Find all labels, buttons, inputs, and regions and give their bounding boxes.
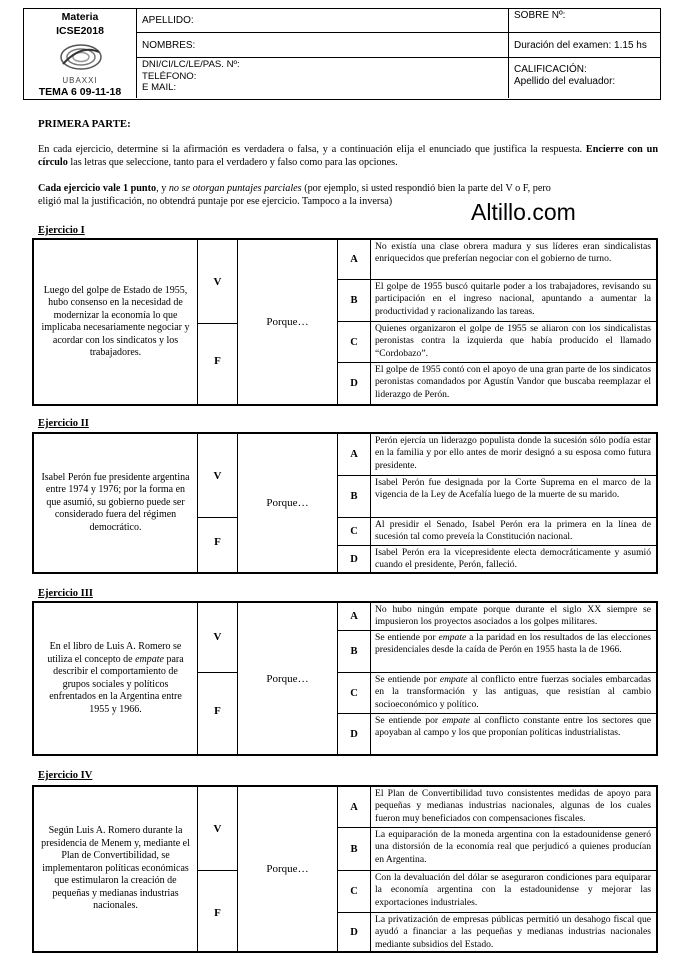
statement-post: para describir el comportamiento de grupos sociales y políticos enfrentados en la Argentina entre 1955 y 1966. <box>49 653 184 715</box>
option-letter[interactable]: C <box>338 322 371 362</box>
exercise-4-option-a[interactable] <box>338 787 656 828</box>
exercise-1-false-option[interactable]: F <box>198 322 238 404</box>
logo-text: UBAXXI <box>62 76 98 85</box>
option-text: Isabel Perón fue designada por la Corte Suprema en el marco de la vigencia de la Ley de Acefalía luego de la muerte de su marido. <box>375 477 651 501</box>
exercise-1-option-d[interactable] <box>338 363 656 404</box>
option-letter[interactable]: C <box>338 518 371 545</box>
exercise-4-option-d[interactable] <box>338 913 656 951</box>
option-text-pre: Se entiende por <box>375 674 440 685</box>
exercise-3-true-option[interactable]: V <box>198 603 238 673</box>
option-text: El Plan de Convertibilidad tuvo consistentes medidas de apoyo para pequeñas y medianas industrias nacionales, algunas de los cuales fueron muy beneficiados con compensaciones fiscales. <box>375 788 651 824</box>
scoring-rest: (por ejemplo, si usted respondió bien la parte del V o F, pero <box>301 183 551 194</box>
duracion-label: Duración del examen: 1.15 hs <box>508 33 660 58</box>
watermark: Altillo.com <box>471 199 576 225</box>
exercise-2-title: Ejercicio II <box>38 418 89 429</box>
exercise-1-option-a[interactable] <box>338 240 656 280</box>
exercise-4-option-c[interactable] <box>338 871 656 913</box>
option-text: La equiparación de la moneda argentina con la estadounidense generó una distorsión de la economía real que perjudicó a quienes producían en Argentina. <box>375 829 651 865</box>
option-letter[interactable]: A <box>338 787 371 827</box>
exercise-4-title: Ejercicio IV <box>38 770 93 781</box>
telefono-field: TELÉFONO: <box>142 70 197 82</box>
exercise-2-table <box>32 432 658 574</box>
option-text-italic: empate <box>439 674 468 685</box>
exercise-1-true-option[interactable]: V <box>198 240 238 324</box>
exercise-2-statement: Isabel Perón fue presidente argentina entre 1974 y 1976; por la forma en que asumió, su gobierno puede ser considerado fuera del régimen democrático. <box>34 434 198 572</box>
exercise-3-porque: Porque… <box>238 603 338 754</box>
exercise-4-option-b[interactable] <box>338 828 656 871</box>
option-text: Quienes organizaron el golpe de 1955 se aliaron con los sindicalistas peronistas contra la izquierda que había producido el llamado “Cordobazo”. <box>375 323 651 359</box>
exercise-1-statement: Luego del golpe de Estado de 1955, hubo consenso en la necesidad de modernizar la economía lo que implicaba necesariamente negociar y acordar con los sindicatos y los trabajadores. <box>34 240 198 404</box>
option-text: La privatización de empresas públicas permitió un desahogo fiscal que ayudó a financiar a las pequeñas y medianas industrias nacionales mediante subsidios del Estado. <box>375 914 651 950</box>
scoring-italic: no se otorgan puntajes parciales <box>168 183 302 194</box>
exercise-3-table <box>32 601 658 756</box>
exercise-4-table <box>32 785 658 953</box>
exercise-3-title: Ejercicio III <box>38 588 93 599</box>
dni-field: DNI/CI/LC/LE/PAS. Nº: <box>142 59 240 70</box>
materia-code: ICSE2018 <box>56 25 104 37</box>
exercise-3-statement <box>34 603 198 754</box>
option-text-post: al conflicto entre fuerzas sociales embarcadas en la transformación y las antiguas, que resistían al cambio socioeconómico y político. <box>375 674 651 710</box>
apellido-field: APELLIDO: <box>136 9 508 33</box>
exercise-2-true-option[interactable]: V <box>198 434 238 518</box>
exam-header <box>23 8 661 100</box>
option-letter[interactable]: C <box>338 871 371 912</box>
option-letter[interactable]: A <box>338 603 371 630</box>
option-letter[interactable]: D <box>338 363 371 404</box>
instructions-text: En cada ejercicio, determine si la afirmación es verdadera o falsa, y a continuación elija el enunciado que justifica la respuesta. <box>38 144 583 155</box>
option-text-pre: Se entiende por <box>375 632 439 643</box>
exam-info-cell <box>508 9 660 98</box>
option-text: No existía una clase obrera madura y sus líderes eran sindicalistas enriquecidos que preferían negociar con el gobierno de turno. <box>375 241 651 265</box>
option-letter[interactable]: B <box>338 828 371 870</box>
exercise-2-option-a[interactable] <box>338 434 656 476</box>
statement-italic: empate <box>135 653 164 665</box>
option-letter[interactable]: C <box>338 673 371 713</box>
exercise-3-option-b[interactable] <box>338 631 656 673</box>
option-letter[interactable]: D <box>338 714 371 754</box>
tema-label: TEMA 6 09-11-18 <box>38 86 122 98</box>
section-title: PRIMERA PARTE: <box>38 118 131 130</box>
exercise-4-porque: Porque… <box>238 787 338 951</box>
option-text: Perón ejercía un liderazgo populista donde la sucesión sólo podía estar en la familia y por ello antes de morir designó a su esposa como futura presidente. <box>375 435 651 471</box>
subject-cell <box>24 9 137 98</box>
exercise-4-true-option[interactable]: V <box>198 787 238 871</box>
option-text <box>370 673 656 711</box>
exercise-1-option-b[interactable] <box>338 280 656 322</box>
option-letter[interactable]: B <box>338 476 371 517</box>
option-text-italic: empate <box>442 715 470 726</box>
exercise-2-option-c[interactable] <box>338 518 656 546</box>
option-text-pre: No hubo ningún empate porque durante el siglo XX siempre se impusieron los proyectos asociados a los golpes militares. <box>375 604 651 628</box>
option-text <box>370 603 656 629</box>
sobre-field: SOBRE Nº: <box>508 9 660 33</box>
option-letter[interactable]: D <box>338 546 371 572</box>
option-text-post: a la paridad en los resultados de las elecciones presidenciales desde la caída de Perón en 1955 hasta la de 1966. <box>375 632 651 656</box>
ubaxxi-logo-icon <box>57 42 105 72</box>
calificacion-field: CALIFICACIÓN: <box>514 64 587 75</box>
exercise-1-porque: Porque… <box>238 240 338 404</box>
exercise-2-porque: Porque… <box>238 434 338 572</box>
exercise-4-statement: Según Luis A. Romero durante la presidencia de Menem y, mediante el Plan de Convertibilidad, se implementaron políticas económicas que estimularon la creación de pequeñas y medianas industrias nacionales. <box>34 787 198 951</box>
option-text-post: al conflicto constante entre los sectores que apoyaban al campo y los que proponían políticas industrialistas. <box>375 715 651 739</box>
exercise-1-title: Ejercicio I <box>38 225 85 236</box>
option-text <box>370 631 656 657</box>
exercise-2-false-option[interactable]: F <box>198 516 238 572</box>
student-info-cell <box>136 9 509 98</box>
exercise-3-false-option[interactable]: F <box>198 673 238 754</box>
exercise-2-option-d[interactable] <box>338 546 656 572</box>
instructions-paragraph <box>38 143 658 169</box>
option-letter[interactable]: B <box>338 280 371 321</box>
option-letter[interactable]: A <box>338 434 371 475</box>
option-text: Al presidir el Senado, Isabel Perón era la primera en la línea de sucesión tal como preveía la Constitución nacional. <box>375 519 651 543</box>
option-letter[interactable]: B <box>338 631 371 672</box>
option-text: El golpe de 1955 contó con el apoyo de una gran parte de los sindicatos peronistas comandados por Agustín Vandor que buscaba reemplazar el liderazgo de Perón. <box>375 364 651 400</box>
option-text: Con la devaluación del dólar se aseguraron condiciones para equiparar la economía argentina con la estadounidense y mejorar las exportaciones industriales. <box>375 872 651 908</box>
exercise-1-option-c[interactable] <box>338 322 656 363</box>
option-letter[interactable]: A <box>338 240 371 279</box>
instructions-rest: las letras que seleccione, tanto para el verdadero y falso como para las opciones. <box>67 157 398 168</box>
option-text: El golpe de 1955 buscó quitarle poder a los trabajadores, revisando su participación en el ingreso nacional, apuntando a aumentar la productividad y racionalizando las tareas. <box>375 281 651 317</box>
materia-label: Materia <box>61 11 99 23</box>
exercise-3-option-a[interactable] <box>338 603 656 631</box>
option-text: Isabel Perón era la vicepresidente electa democráticamente y asumió cuando el presidente, Perón, falleció. <box>375 547 651 571</box>
evaluador-field: Apellido del evaluador: <box>514 76 616 87</box>
exercise-3-option-c[interactable] <box>338 673 656 714</box>
nombres-field: NOMBRES: <box>136 33 508 58</box>
exercise-1-table <box>32 238 658 406</box>
scoring-bold: Cada ejercicio vale 1 punto <box>38 183 157 194</box>
exercise-2-option-b[interactable] <box>338 476 656 518</box>
option-text <box>370 714 656 740</box>
scoring-line2: eligió mal la justificación, no obtendrá puntaje por ese ejercicio. Tampoco a la inversa) <box>38 196 393 207</box>
exercise-3-option-d[interactable] <box>338 714 656 754</box>
option-letter[interactable]: D <box>338 913 371 951</box>
statement-pre: En el libro de Luis A. Romero se utiliza el concepto de <box>47 641 182 665</box>
exercise-4-false-option[interactable]: F <box>198 871 238 951</box>
email-field: E MAIL: <box>142 82 177 93</box>
option-text-italic: empate <box>438 632 467 643</box>
scoring-mid: , y <box>156 183 169 194</box>
instructions-bold: Encierre con un círculo <box>38 144 658 168</box>
option-text-pre: Se entiende por <box>375 715 443 726</box>
